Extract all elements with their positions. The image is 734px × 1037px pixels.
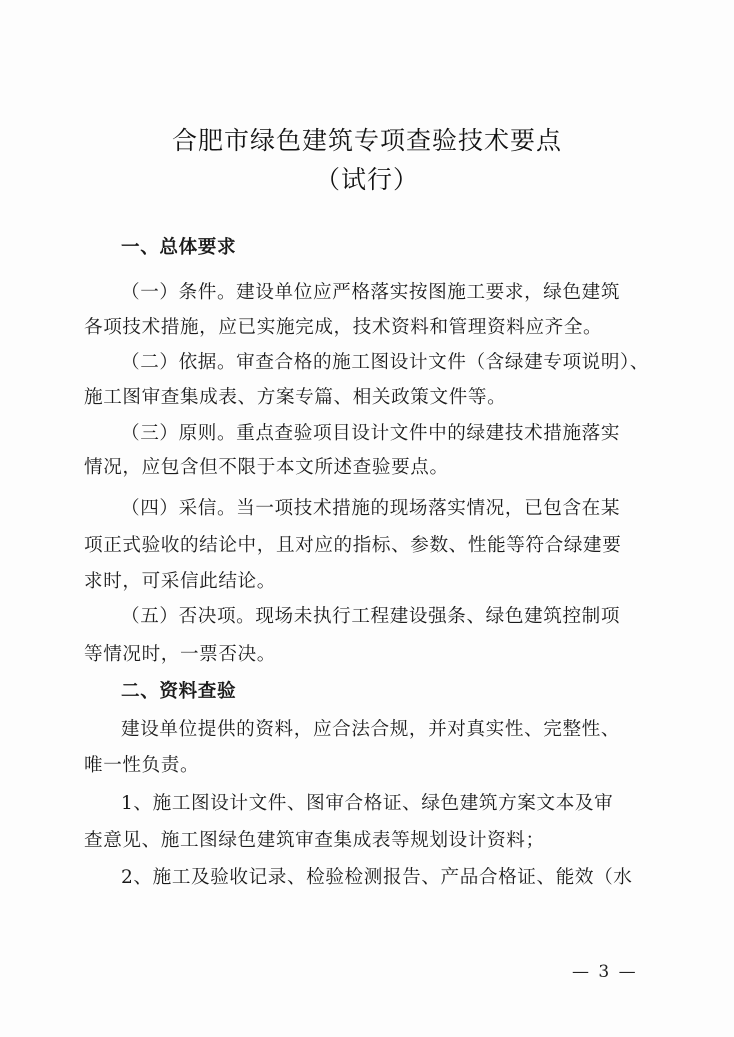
page-number: — 3 —	[572, 962, 638, 982]
paragraph-line: 查意见、施工图绿色建筑审查集成表等规划设计资料；	[84, 830, 545, 851]
paragraph-line: 情况，应包含但不限于本文所述查验要点。	[84, 457, 449, 478]
section-heading-materials: 二、资料查验	[121, 681, 237, 702]
paragraph-line: （五）否决项。现场未执行工程建设强条、绿色建筑控制项	[121, 606, 621, 627]
paragraph-line: 等情况时，一票否决。	[84, 644, 276, 665]
paragraph-line: 求时，可采信此结论。	[84, 571, 276, 592]
paragraph-line: （四）采信。当一项技术措施的现场落实情况，已包含在某	[121, 498, 621, 519]
document-title: 合肥市绿色建筑专项查验技术要点	[171, 126, 562, 155]
paragraph-line: 施工图审查集成表、方案专篇、相关政策文件等。	[84, 387, 507, 408]
paragraph-line: 建设单位提供的资料，应合法合规，并对真实性、完整性、	[121, 719, 621, 740]
paragraph-line: 各项技术措施，应已实施完成，技术资料和管理资料应齐全。	[84, 317, 603, 338]
paragraph-line: 唯一性负责。	[84, 755, 200, 776]
paragraph-line: 2、施工及验收记录、检验检测报告、产品合格证、能效（水	[121, 867, 633, 888]
paragraph-line: （一）条件。建设单位应严格落实按图施工要求，绿色建筑	[121, 282, 621, 303]
paragraph-line: （三）原则。重点查验项目设计文件中的绿建技术措施落实	[121, 423, 621, 444]
paragraph-line: 1、施工图设计文件、图审合格证、绿色建筑方案文本及审	[121, 793, 614, 814]
document-subtitle: （试行）	[314, 165, 419, 194]
section-heading-general: 一、总体要求	[121, 237, 237, 258]
paragraph-line: （二）依据。审查合格的施工图设计文件（含绿建专项说明）、	[121, 352, 650, 373]
paragraph-line: 项正式验收的结论中，且对应的指标、参数、性能等符合绿建要	[84, 535, 622, 556]
